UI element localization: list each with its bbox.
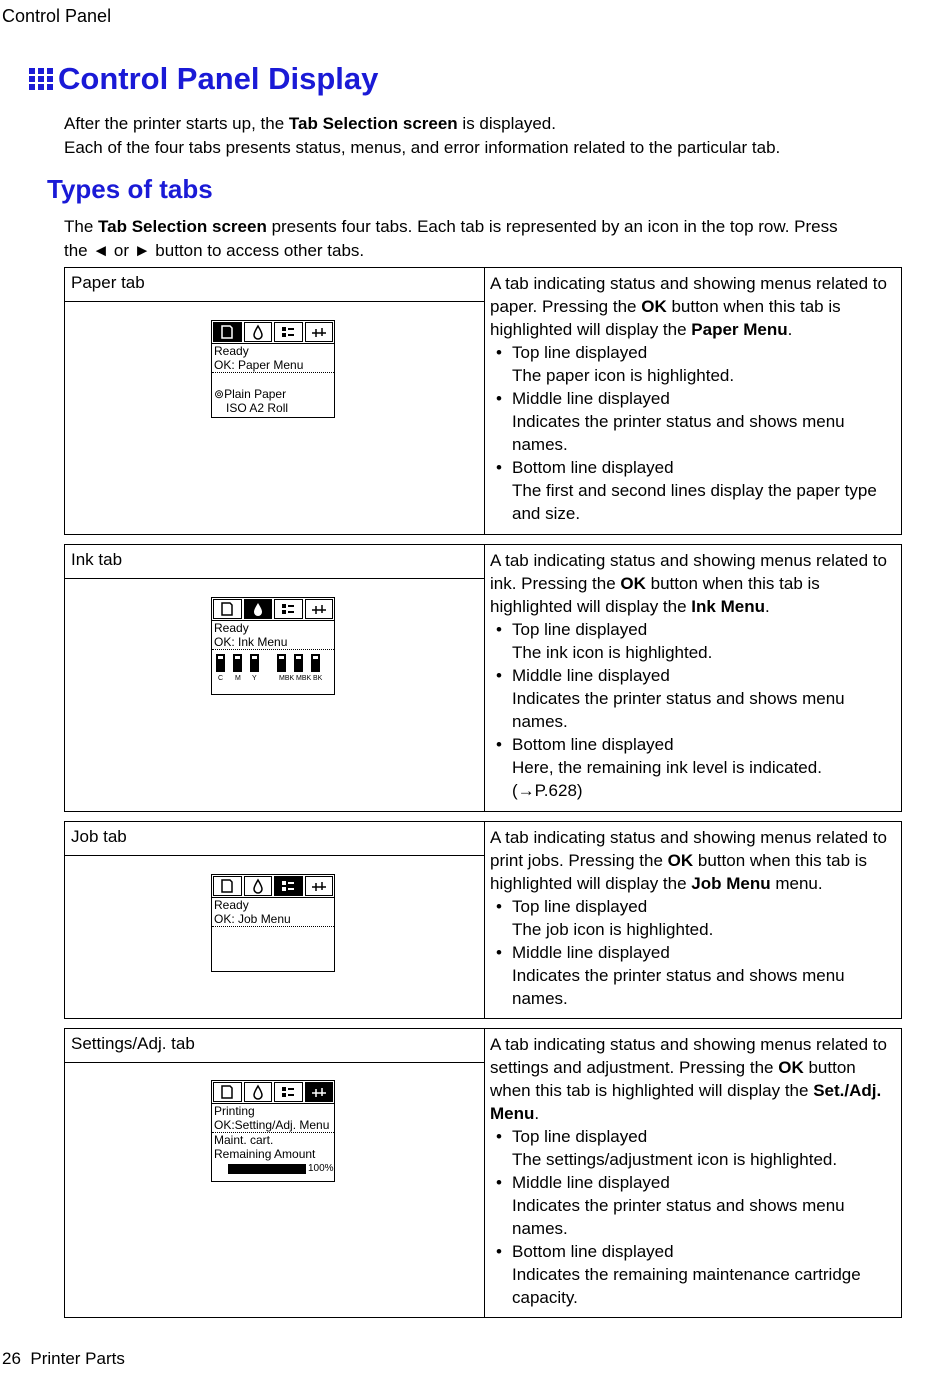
lcd-tab-row — [212, 1081, 334, 1104]
bullet-text: The paper icon is highlighted. — [512, 366, 735, 385]
intro-text: After the printer starts up, the — [64, 114, 289, 133]
page-title — [28, 61, 378, 97]
capacity-percent: 100% — [308, 1162, 334, 1174]
bullet-title: • Top line displayed — [490, 341, 896, 364]
grid-icon — [28, 66, 54, 92]
paper-icon — [213, 599, 242, 619]
desc-text: A tab indicating status and showing menus related to paper. Pressing the — [490, 274, 887, 316]
bullet-title: • Top line displayed — [490, 1125, 896, 1148]
ink-label: BK — [313, 675, 323, 682]
intro-bold: Tab Selection screen — [288, 114, 458, 133]
desc-text: . — [534, 1104, 540, 1123]
bullet-text: Indicates the printer status and shows menu names. — [512, 412, 845, 454]
ink-icon — [244, 599, 273, 619]
lcd-tab-row — [212, 598, 334, 621]
lcd-remaining: Remaining Amount — [214, 1147, 316, 1161]
lcd-status: Ready — [214, 621, 249, 635]
lcd-paper-type-text: Plain Paper — [224, 387, 287, 401]
tab-image-cell — [65, 268, 485, 534]
bullet-title: • Bottom line displayed — [490, 456, 896, 479]
job-icon — [274, 1082, 303, 1102]
ink-bar-c — [216, 654, 225, 672]
section-text: The — [64, 217, 99, 236]
lcd-menu: OK: Ink Menu — [212, 635, 334, 650]
desc-text: button when this tab is highlighted will display the — [490, 297, 841, 339]
page-number: 26 — [2, 1349, 21, 1368]
section-text: presents four tabs. Each tab is represented by an icon in the top row. Press — [266, 217, 838, 236]
ink-bar-mbk1 — [277, 654, 286, 672]
bullet-text: Indicates the printer status and shows menu names. — [512, 689, 845, 731]
desc-text: . — [787, 320, 793, 339]
lcd-tab-row — [212, 321, 334, 344]
bullet-title: • Middle line displayed — [490, 387, 896, 410]
ink-icon — [244, 1082, 273, 1102]
tab-description — [485, 268, 901, 529]
ink-bar-m — [233, 654, 242, 672]
menu-name: Paper Menu — [691, 320, 788, 339]
page-footer — [2, 1349, 125, 1369]
menu-name: Set./Adj. Menu — [490, 1081, 882, 1123]
running-header: Control Panel — [2, 6, 112, 26]
bullet-text: The job icon is highlighted. — [512, 920, 714, 939]
lcd-paper-size: ISO A2 Roll — [226, 401, 289, 415]
paper-icon — [213, 322, 242, 342]
bullet-title: • Top line displayed — [490, 618, 896, 641]
intro-line: Each of the four tabs presents status, menus, and error information related to the particular tab. — [64, 138, 781, 157]
intro-text: is displayed. — [457, 114, 556, 133]
paper-tab-table — [64, 267, 902, 535]
tab-description — [485, 545, 901, 806]
paper-icon — [213, 876, 242, 896]
ok-label: OK — [778, 1058, 804, 1077]
job-icon — [274, 322, 303, 342]
desc-text: A tab indicating status and showing menus related to settings and adjustment. Pressing the — [490, 1035, 887, 1077]
lcd-status: Ready — [214, 344, 249, 358]
tab-description — [485, 822, 901, 1014]
intro-paragraph — [64, 112, 780, 160]
menu-name: Ink Menu — [691, 597, 765, 616]
lcd-menu: OK: Job Menu — [212, 912, 334, 927]
page-title-text: Control Panel Display — [58, 61, 379, 96]
paper-icon — [213, 1082, 242, 1102]
tab-name: Job tab — [65, 822, 484, 856]
bullet-title: • Top line displayed — [490, 895, 896, 918]
ok-label: OK — [641, 297, 667, 316]
job-icon — [274, 876, 303, 896]
ink-label: C — [218, 675, 224, 682]
lcd-status: Ready — [214, 898, 249, 912]
ink-tab-table — [64, 544, 902, 812]
ink-bar-bk — [311, 654, 320, 672]
settings-icon — [305, 599, 334, 619]
ink-label: M — [235, 675, 241, 682]
ink-labels — [212, 672, 334, 686]
capacity-bar — [228, 1164, 306, 1174]
ink-icon — [244, 322, 273, 342]
lcd-status: Printing — [214, 1104, 255, 1118]
settings-icon — [305, 322, 334, 342]
tab-description — [485, 1029, 901, 1313]
lcd-capacity-row — [212, 1161, 334, 1176]
bullet-title: • Middle line displayed — [490, 1171, 896, 1194]
bullet-title: • Bottom line displayed — [490, 733, 896, 756]
section-intro — [64, 215, 884, 263]
bullet-text: Indicates the remaining maintenance cartridge capacity. — [512, 1265, 861, 1307]
lcd-screen — [211, 874, 335, 972]
section-line: the ◄ or ► button to access other tabs. — [64, 241, 365, 260]
desc-text: button when this tab is highlighted will display the — [490, 851, 868, 893]
ink-bar-y — [250, 654, 259, 672]
section-bold: Tab Selection screen — [98, 217, 267, 236]
settings-icon — [305, 1082, 334, 1102]
lcd-tab-row — [212, 875, 334, 898]
bullet-text: The first and second lines display the paper type and size. — [512, 481, 877, 523]
lcd-screen — [211, 597, 335, 695]
ink-label: MBK — [279, 675, 295, 682]
ink-label: Y — [252, 675, 257, 682]
bullet-title: • Middle line displayed — [490, 664, 896, 687]
bullet-text: The settings/adjustment icon is highlighted. — [512, 1150, 838, 1169]
tab-name: Settings/Adj. tab — [65, 1029, 484, 1063]
tab-image-cell — [65, 545, 485, 811]
bullet-title: • Bottom line displayed — [490, 1240, 896, 1263]
menu-name: Job Menu — [691, 874, 771, 893]
settings-icon — [305, 876, 334, 896]
job-tab-table — [64, 821, 902, 1019]
ok-label: OK — [667, 851, 694, 870]
footer-section: Printer Parts — [30, 1349, 125, 1368]
bullet-text: Indicates the printer status and shows menu names. — [512, 966, 845, 1008]
desc-text: A tab indicating status and showing menus related to print jobs. Pressing the — [490, 828, 887, 870]
lcd-menu: OK: Paper Menu — [212, 358, 334, 373]
ink-icon — [244, 876, 273, 896]
desc-text: button when this tab is highlighted will display the — [490, 574, 820, 616]
ink-bar-mbk2 — [294, 654, 303, 672]
bullet-text: The ink icon is highlighted. — [512, 643, 713, 662]
section-title: Types of tabs — [47, 174, 213, 204]
bullet-title: • Middle line displayed — [490, 941, 896, 964]
job-icon — [274, 599, 303, 619]
tab-image-cell — [65, 822, 485, 1018]
tab-name: Paper tab — [65, 268, 484, 302]
desc-text: button when this tab is highlighted will display the — [490, 1058, 856, 1100]
tab-name: Ink tab — [65, 545, 484, 579]
bullet-text: Here, the remaining ink level is indicated. (→P.628) — [512, 758, 822, 800]
ok-label: OK — [620, 574, 646, 593]
ink-label: MBK — [296, 675, 312, 682]
lcd-screen — [211, 1080, 335, 1182]
roll-icon: ⊚ — [214, 387, 225, 401]
desc-text: . — [764, 597, 770, 616]
desc-text: menu. — [770, 874, 823, 893]
lcd-screen — [211, 320, 335, 418]
ink-level-bars — [212, 650, 334, 672]
lcd-maint-cart: Maint. cart. — [214, 1133, 274, 1147]
tab-image-cell — [65, 1029, 485, 1317]
desc-text: A tab indicating status and showing menus related to ink. Pressing the — [490, 551, 887, 593]
lcd-paper-type — [212, 387, 334, 401]
lcd-menu: OK:Setting/Adj. Menu — [212, 1118, 334, 1133]
bullet-text: Indicates the printer status and shows menu names. — [512, 1196, 845, 1238]
settings-tab-table — [64, 1028, 902, 1318]
